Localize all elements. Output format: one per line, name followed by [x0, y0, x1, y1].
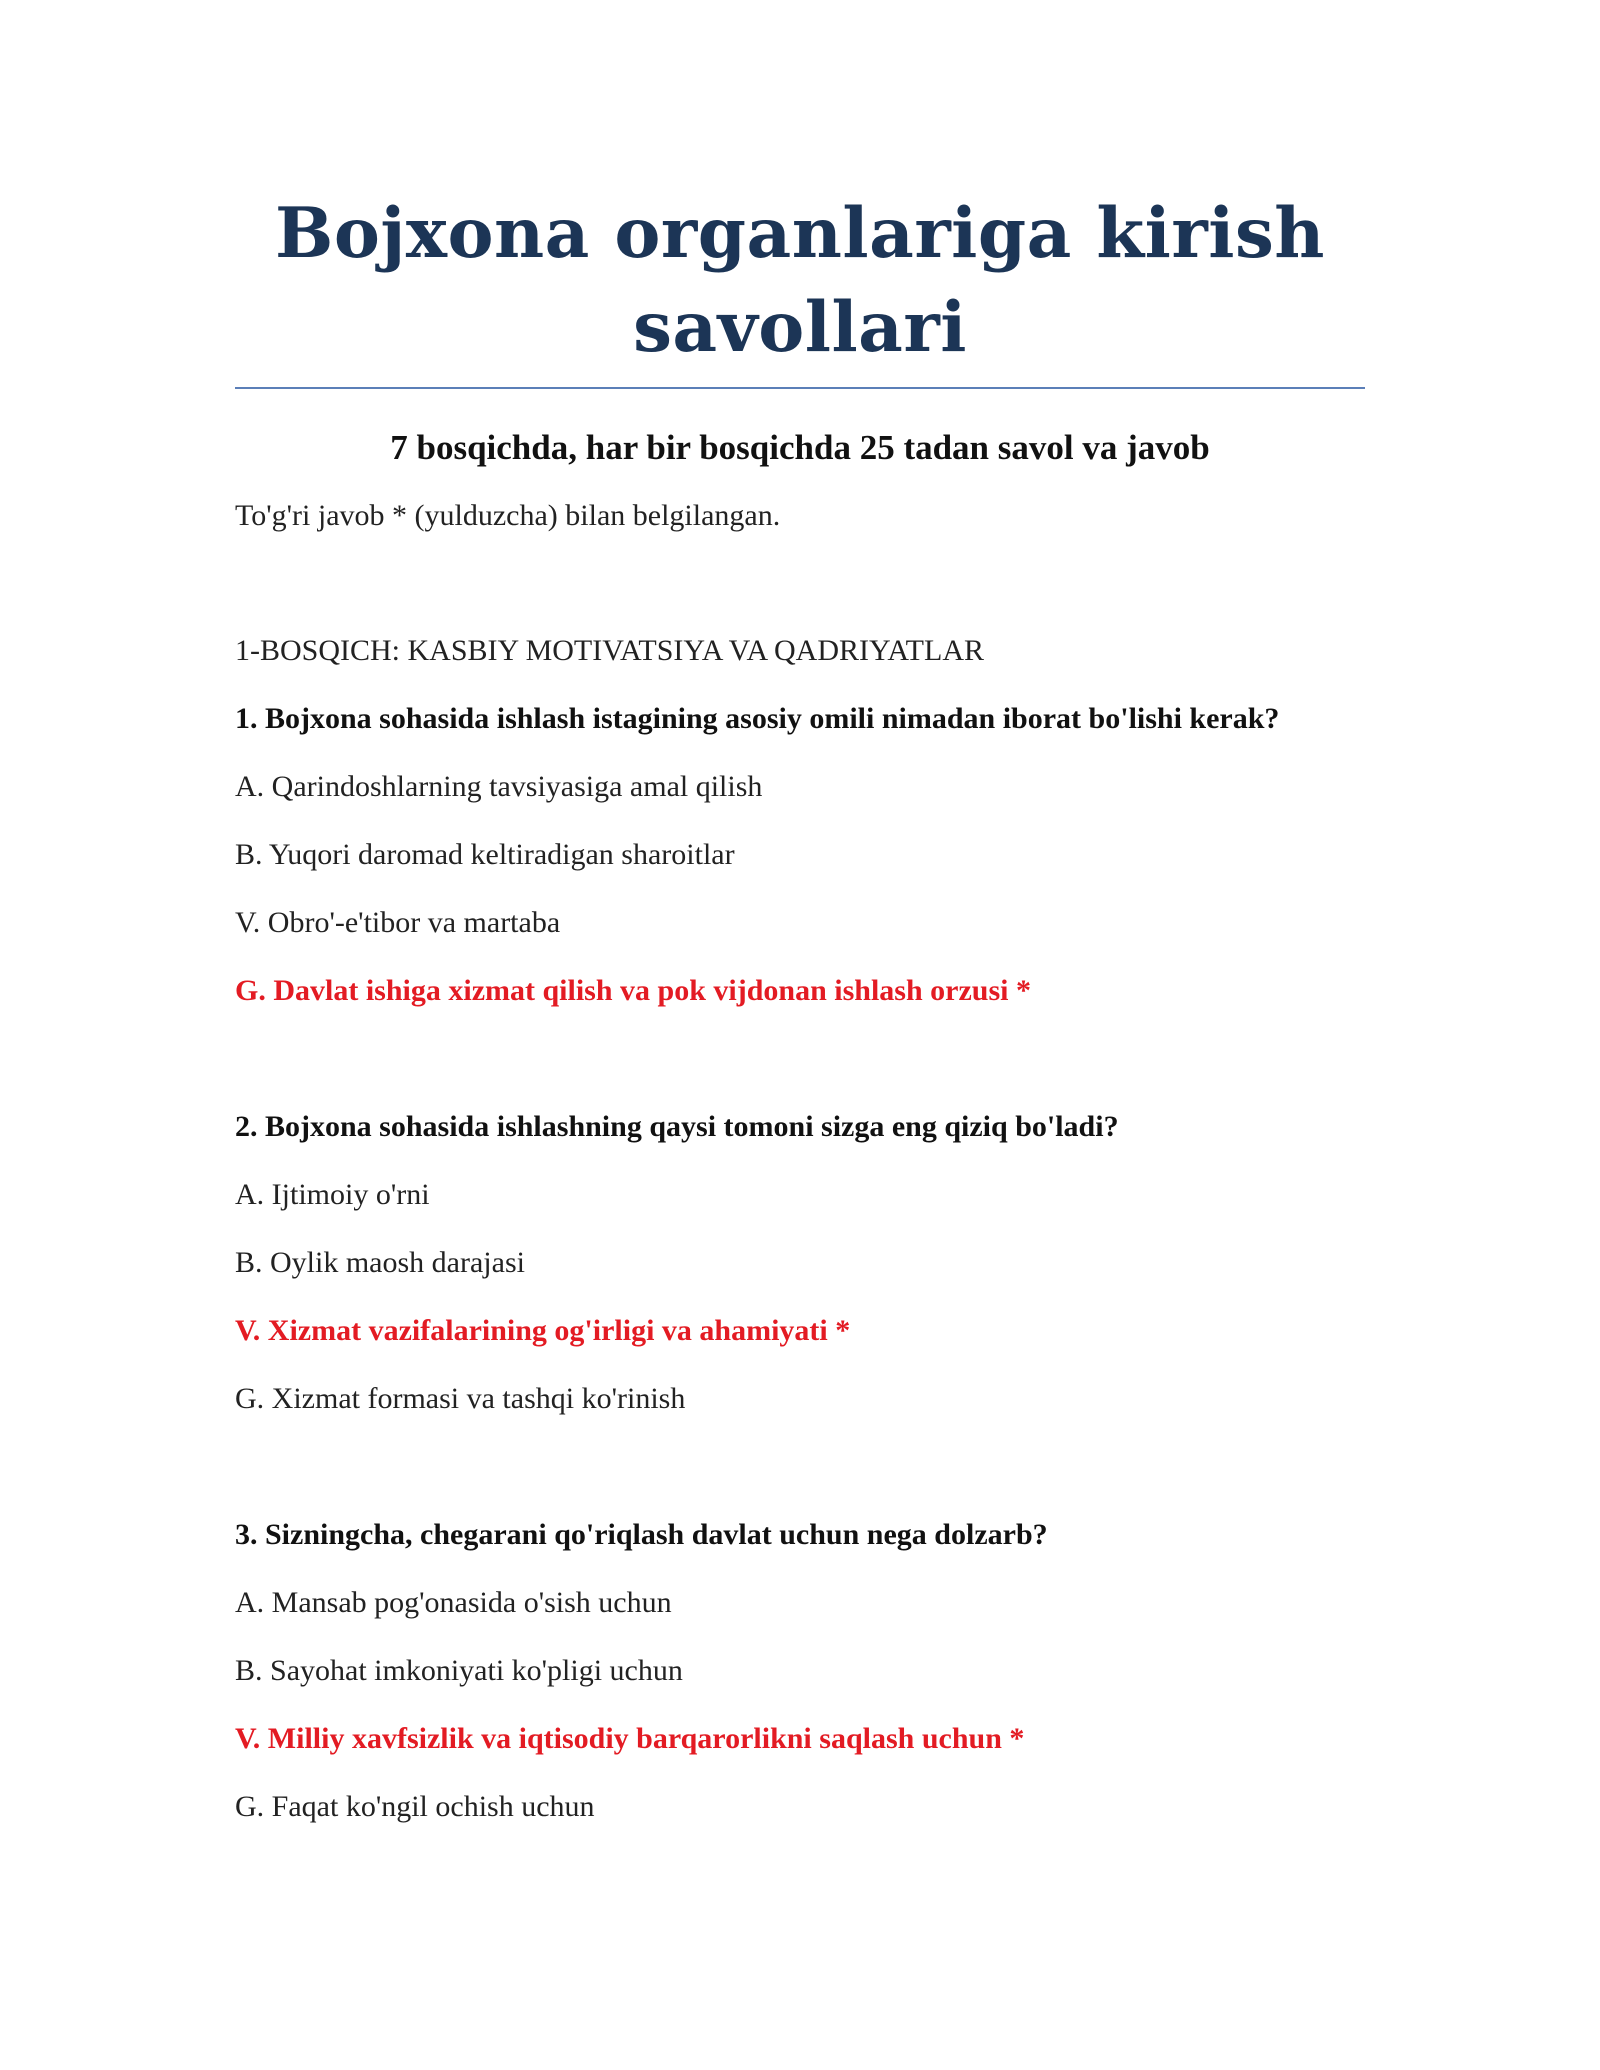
answer-option-v: V. Obro'-e'tibor va martaba — [235, 906, 561, 939]
answer-option-a: A. Ijtimoiy o'rni — [235, 1178, 430, 1211]
answer-key-note: To'g'ri javob * (yulduzcha) bilan belgilangan. — [235, 499, 781, 532]
answer-option-b: B. Sayohat imkoniyati ko'pligi uchun — [235, 1654, 683, 1687]
question-block-1 — [235, 700, 1365, 1010]
question-text: 3. Sizningcha, chegarani qo'riqlash davlat uchun nega dolzarb? — [235, 1518, 1048, 1551]
answer-option-b: B. Oylik maosh darajasi — [235, 1246, 525, 1279]
question-text: 2. Bojxona sohasida ishlashning qaysi tomoni sizga eng qiziq bo'ladi? — [235, 1110, 1119, 1143]
correct-answer-option-g: G. Davlat ishiga xizmat qilish va pok vijdonan ishlash orzusi * — [235, 974, 1031, 1007]
question-text: 1. Bojxona sohasida ishlash istagining asosiy omili nimadan iborat bo'lishi kerak? — [235, 702, 1280, 735]
stage-heading: 1-BOSQICH: KASBIY MOTIVATSIYA VA QADRIYATLAR — [235, 634, 984, 667]
correct-answer-option-v: V. Xizmat vazifalarining og'irligi va ahamiyati * — [235, 1314, 851, 1347]
answer-option-a: A. Qarindoshlarning tavsiyasiga amal qilish — [235, 770, 763, 803]
answer-option-g: G. Faqat ko'ngil ochish uchun — [235, 1790, 595, 1823]
answer-option-g: G. Xizmat formasi va tashqi ko'rinish — [235, 1382, 686, 1415]
title-line-2: savollari — [633, 287, 967, 368]
title-divider — [235, 387, 1365, 389]
document-subtitle: 7 bosqichda, har bir bosqichda 25 tadan savol va javob — [390, 428, 1210, 467]
answer-option-a: A. Mansab pog'onasida o'sish uchun — [235, 1586, 672, 1619]
question-block-3 — [235, 1516, 1365, 1826]
correct-answer-option-v: V. Milliy xavfsizlik va iqtisodiy barqarorlikni saqlash uchun * — [235, 1722, 1025, 1755]
answer-option-b: B. Yuqori daromad keltiradigan sharoitlar — [235, 838, 735, 871]
question-block-2 — [235, 1108, 1365, 1418]
document-page — [235, 0, 1365, 1826]
title-line-1: Bojxona organlariga kirish — [275, 193, 1325, 274]
document-title — [235, 187, 1365, 375]
